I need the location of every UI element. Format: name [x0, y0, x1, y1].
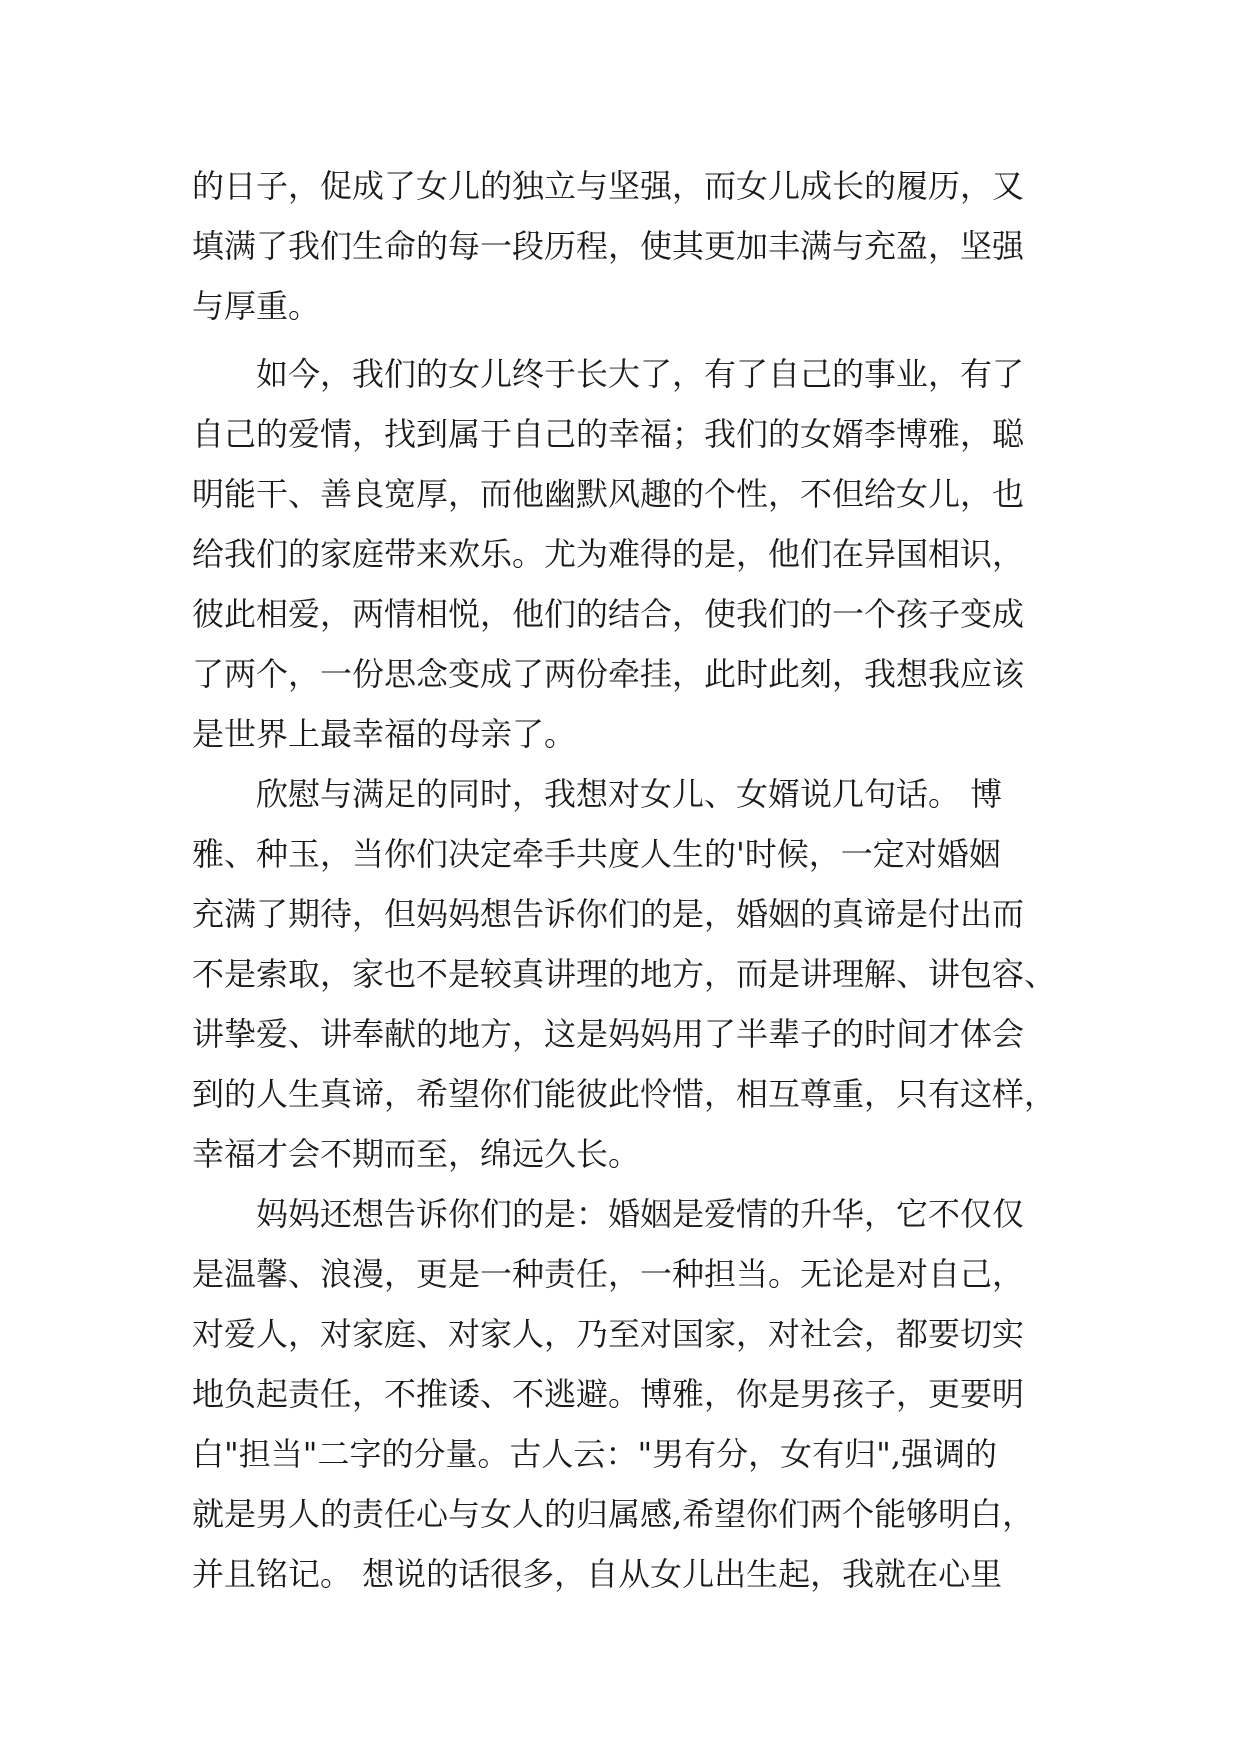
- text-line: 给我们的家庭带来欢乐。尤为难得的是，他们在异国相识，: [192, 535, 1025, 573]
- text-line: 与厚重。: [192, 287, 321, 325]
- text-line: 是世界上最幸福的母亲了。: [192, 715, 577, 753]
- text-line: 填满了我们生命的每一段历程，使其更加丰满与充盈，坚强: [192, 227, 1025, 265]
- text-line: 到的人生真谛，希望你们能彼此怜惜，相互尊重，只有这样，: [192, 1075, 1057, 1113]
- text-line: 彼此相爱，两情相悦，他们的结合，使我们的一个孩子变成: [192, 595, 1025, 633]
- text-line: 明能干、善良宽厚，而他幽默风趣的个性，不但给女儿，也: [192, 475, 1025, 513]
- text-line: 就是男人的责任心与女人的归属感,希望你们两个能够明白，: [192, 1495, 1035, 1533]
- text-line: 讲挚爱、讲奉献的地方，这是妈妈用了半辈子的时间才体会: [192, 1015, 1025, 1053]
- text-line: 不是索取，家也不是较真讲理的地方，而是讲理解、讲包容、: [192, 955, 1057, 993]
- text-line: 白"担当"二字的分量。古人云："男有分，女有归",强调的: [192, 1435, 998, 1473]
- text-line: 自己的爱情，找到属于自己的幸福；我们的女婿李博雅，聪: [192, 415, 1025, 453]
- text-line: 幸福才会不期而至，绵远久长。: [192, 1135, 641, 1173]
- text-line: 的日子，促成了女儿的独立与坚强，而女儿成长的履历，又: [192, 167, 1025, 205]
- text-line: 地负起责任，不推诿、不逃避。博雅，你是男孩子，更要明: [192, 1375, 1025, 1413]
- paragraph-first-line: 欣慰与满足的同时，我想对女儿、女婿说几句话。 博: [256, 775, 1003, 813]
- text-line: 是温馨、浪漫，更是一种责任，一种担当。无论是对自己，: [192, 1255, 1025, 1293]
- paragraph-first-line: 如今，我们的女儿终于长大了，有了自己的事业，有了: [256, 355, 1025, 393]
- text-line: 了两个，一份思念变成了两份牵挂，此时此刻，我想我应该: [192, 655, 1025, 693]
- text-line: 对爱人，对家庭、对家人，乃至对国家，对社会，都要切实: [192, 1315, 1025, 1353]
- paragraph-first-line: 妈妈还想告诉你们的是：婚姻是爱情的升华，它不仅仅: [256, 1195, 1025, 1233]
- text-line: 雅、种玉，当你们决定牵手共度人生的'时候，一定对婚姻: [192, 835, 1001, 873]
- text-line: 并且铭记。 想说的话很多，自从女儿出生起，我就在心里: [192, 1555, 1003, 1593]
- body-text: [192, 156, 1072, 1604]
- text-line: 充满了期待，但妈妈想告诉你们的是，婚姻的真谛是付出而: [192, 895, 1025, 933]
